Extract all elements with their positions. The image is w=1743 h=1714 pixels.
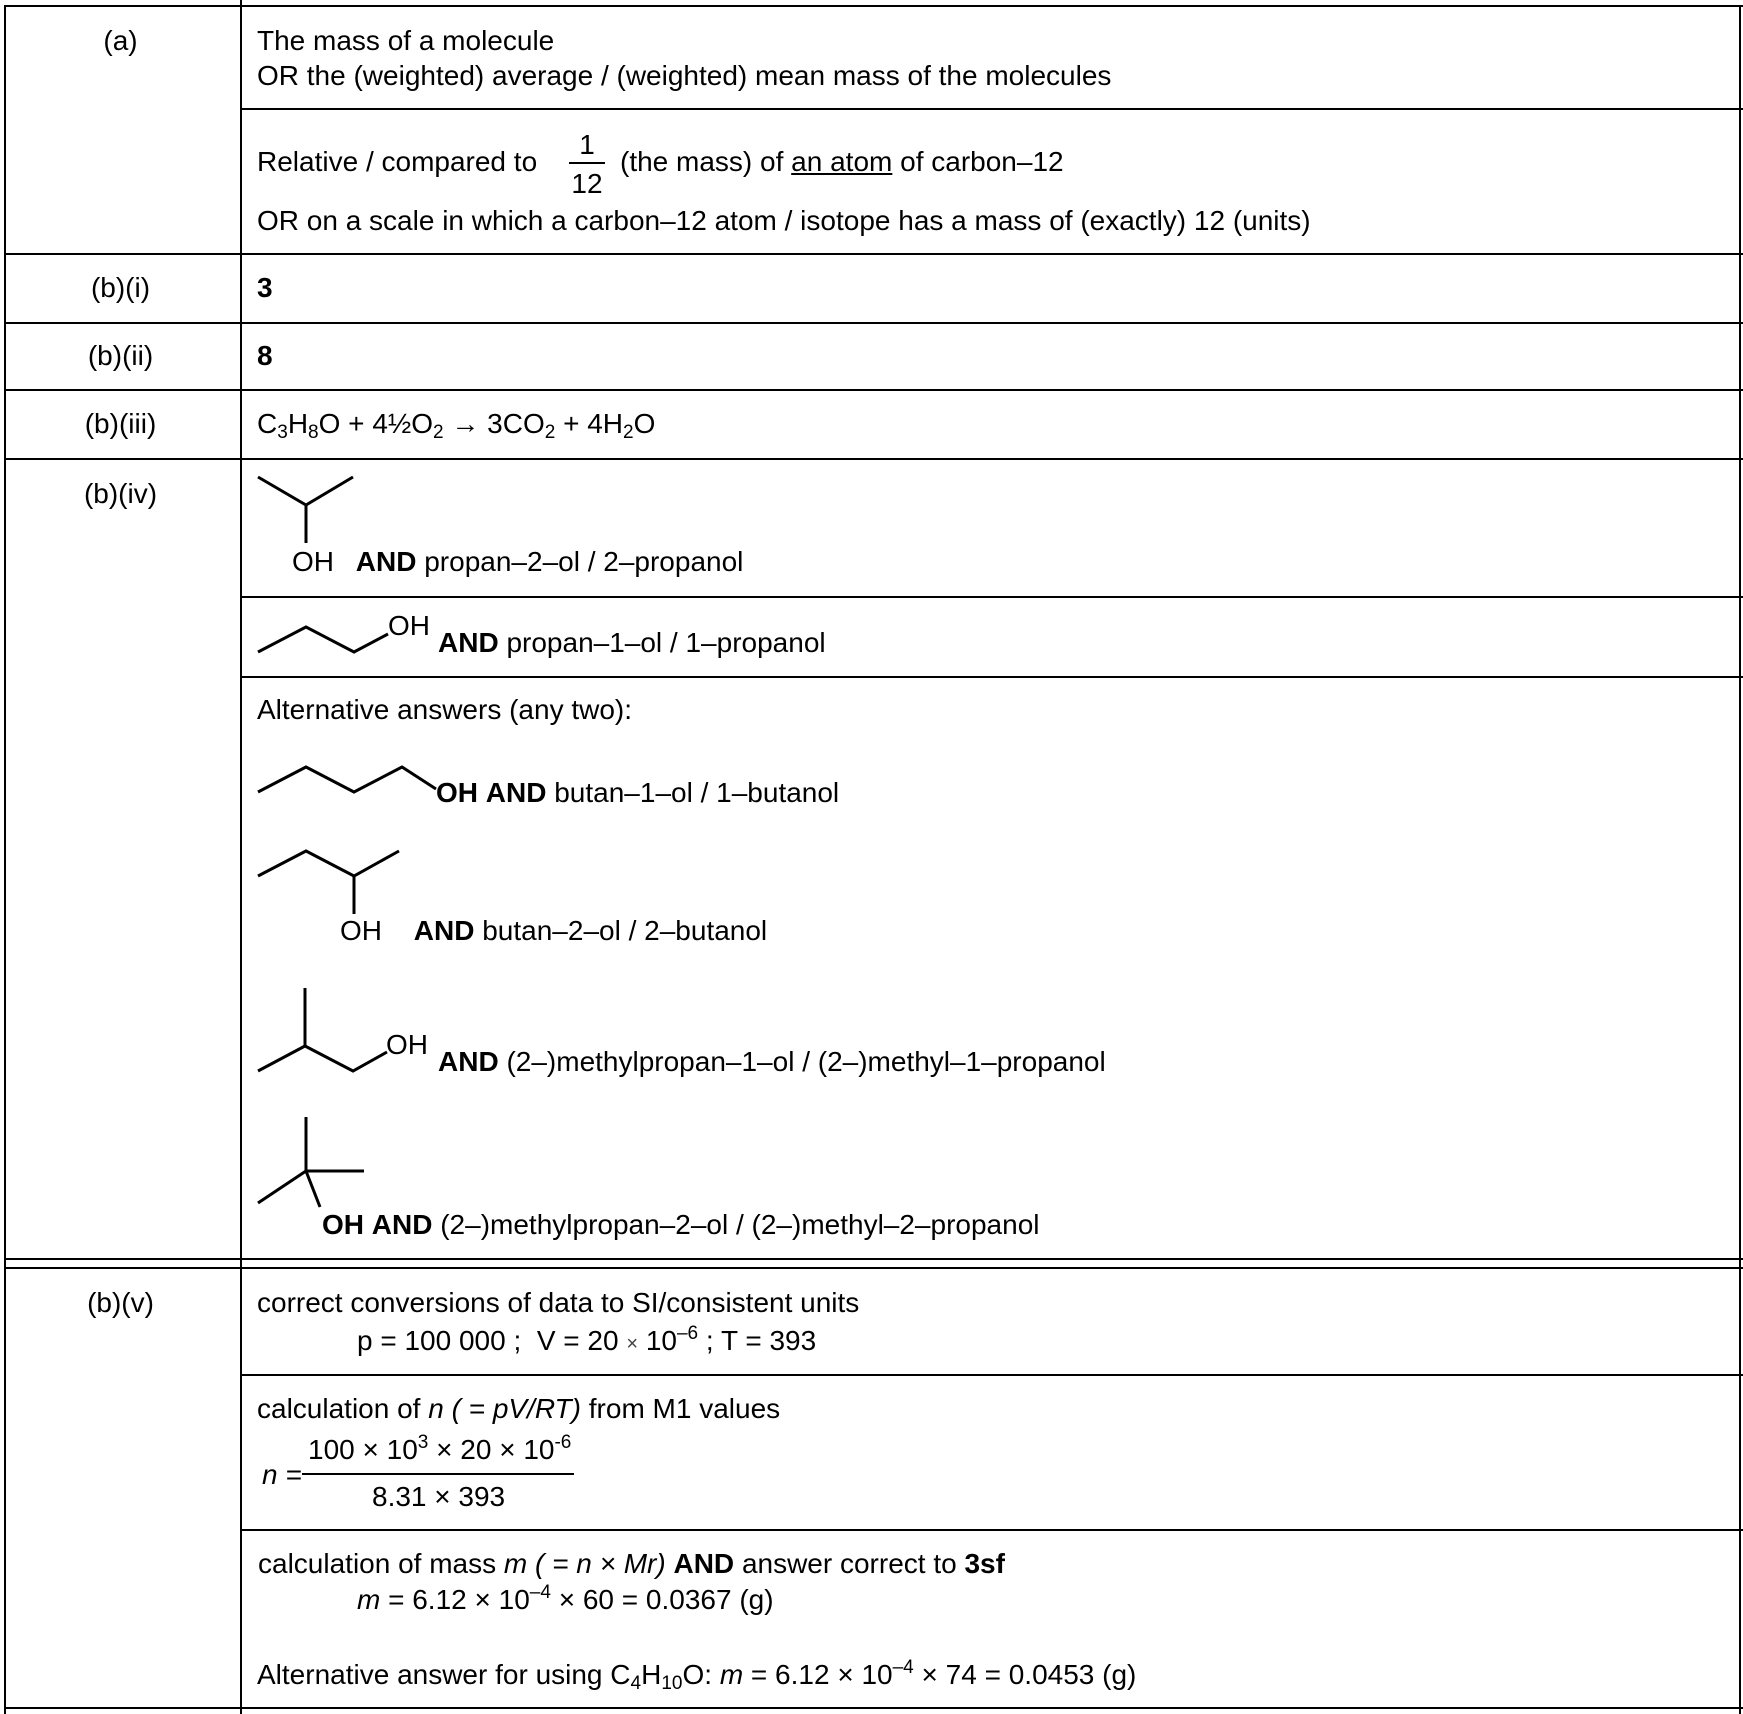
alt-exp: –4 bbox=[892, 1657, 914, 1678]
row-label-bii: (b)(ii) bbox=[87, 340, 154, 371]
rule-bv-split2 bbox=[240, 1529, 1743, 1531]
m3-sf: 3sf bbox=[964, 1548, 1005, 1579]
biv-alt4 bbox=[322, 1209, 1040, 1241]
oh-label: OH bbox=[292, 546, 334, 577]
a-m1-line1: The mass of a molecule bbox=[257, 25, 555, 56]
m2-num-a: 100 × 10 bbox=[308, 1434, 418, 1465]
m3-calc-m: m bbox=[357, 1584, 381, 1615]
methylpropan-1-ol-structure bbox=[256, 986, 396, 1086]
a-m2-pre: Relative / compared to bbox=[257, 146, 538, 177]
rule-biii-end bbox=[4, 458, 1743, 460]
alt-h-sub: 10 bbox=[661, 1673, 683, 1694]
rule-biv-end bbox=[4, 1258, 1743, 1260]
m3-calc-b: × 60 = 0.0367 (g) bbox=[550, 1584, 774, 1615]
a-m2-mid: (the mass) of bbox=[620, 146, 784, 177]
biv-ans1 bbox=[292, 546, 743, 578]
alt2-name: butan–2–ol / 2–butanol bbox=[482, 915, 768, 946]
and-label: AND bbox=[438, 627, 499, 658]
m2-lhs: n = bbox=[262, 1459, 302, 1490]
eq-c: C bbox=[257, 408, 278, 439]
bv-m2-line1 bbox=[257, 1393, 780, 1425]
alt-c-sub: 4 bbox=[630, 1673, 642, 1694]
biv-alt3-oh: OH bbox=[386, 1029, 428, 1060]
biv-alt-heading: Alternative answers (any two): bbox=[257, 694, 633, 725]
bv-alt bbox=[257, 1657, 1137, 1694]
row-label-a: (a) bbox=[103, 25, 138, 56]
row-label-biv: (b)(iv) bbox=[83, 478, 158, 509]
m2-num-exp1: 3 bbox=[417, 1432, 429, 1453]
m2-formula: ( = pV/RT) bbox=[451, 1393, 581, 1424]
propan-2-ol-structure bbox=[256, 475, 356, 555]
m2-numerator bbox=[308, 1434, 571, 1466]
biv-alt2 bbox=[340, 915, 767, 947]
m2-den: 8.31 × 393 bbox=[372, 1481, 506, 1512]
alt-m: m bbox=[719, 1659, 744, 1690]
rule-top bbox=[4, 5, 1743, 7]
biii-equation bbox=[257, 408, 656, 443]
m3-and: AND bbox=[673, 1548, 735, 1579]
a-m2-line2: OR on a scale in which a carbon–12 atom / isotope has a mass of (exactly) 12 (units) bbox=[257, 205, 1311, 236]
oh-label: OH bbox=[322, 1209, 364, 1240]
m2-num-b: × 20 × 10 bbox=[428, 1434, 555, 1465]
bii-answer: 8 bbox=[257, 340, 273, 371]
row-label-bv: (b)(v) bbox=[87, 1287, 154, 1318]
eq-c-sub: 3 bbox=[277, 422, 288, 443]
alt-h: H bbox=[641, 1659, 662, 1690]
biv-alt1 bbox=[436, 777, 839, 809]
and-label: AND bbox=[371, 1209, 433, 1240]
rule-biv-split2 bbox=[240, 676, 1743, 678]
rule-bii-end bbox=[4, 389, 1743, 391]
bv-m1-line1: correct conversions of data to SI/consistent units bbox=[257, 1287, 860, 1318]
alt-a: = 6.12 × 10 bbox=[743, 1659, 893, 1690]
butan-2-ol-structure bbox=[256, 846, 406, 926]
bv-m3-calc bbox=[357, 1584, 774, 1616]
oh-label: OH bbox=[340, 915, 382, 946]
eq-h2o-sub: 2 bbox=[623, 422, 634, 443]
m1-times: × bbox=[626, 1333, 639, 1355]
and-label: AND bbox=[355, 546, 417, 577]
m1-t: ; T = 393 bbox=[705, 1325, 817, 1356]
m3-formula: ( = n × Mr) bbox=[535, 1548, 666, 1579]
m1-exp: –6 bbox=[676, 1323, 699, 1344]
row-label-bi: (b)(i) bbox=[90, 272, 151, 303]
rule-divider bbox=[240, 0, 242, 1714]
eq-plus: + 4H bbox=[555, 408, 624, 439]
eq-o2-sub: 2 bbox=[433, 422, 444, 443]
a-m2-underlined: an atom bbox=[791, 146, 893, 177]
rule-right bbox=[1739, 5, 1741, 1714]
ans1-name: propan–2–ol / 2–propanol bbox=[424, 546, 744, 577]
m1-ten: 10 bbox=[645, 1325, 677, 1356]
a-m2-frac-den: 12 bbox=[571, 168, 603, 199]
eq-h-sub: 8 bbox=[308, 422, 319, 443]
rule-left bbox=[4, 5, 6, 1714]
eq-arrow: → 3CO bbox=[443, 408, 545, 439]
bi-answer: 3 bbox=[257, 272, 273, 303]
a-m2-frac-bar bbox=[569, 162, 605, 164]
m1-v: V = 20 bbox=[536, 1325, 619, 1356]
row-label-biii: (b)(iii) bbox=[84, 408, 157, 439]
rule-a-end bbox=[4, 253, 1743, 255]
m1-p: p = 100 000 ; bbox=[357, 1325, 522, 1356]
bv-m3-line1 bbox=[258, 1548, 1005, 1580]
m3-mid: answer correct to bbox=[741, 1548, 957, 1579]
m3-m: m bbox=[503, 1548, 528, 1579]
bv-m1-line2 bbox=[357, 1325, 816, 1360]
m3-calc-exp: –4 bbox=[529, 1582, 551, 1603]
a-m2-line1 bbox=[257, 146, 537, 178]
alt4-name: (2–)methylpropan–2–ol / (2–)methyl–2–propanol bbox=[440, 1209, 1040, 1240]
a-m1-line2: OR the (weighted) average / (weighted) mean mass of the molecules bbox=[257, 60, 1112, 91]
a-m2-line1-rest bbox=[620, 146, 1064, 178]
and-label: AND bbox=[438, 1046, 499, 1077]
and-label: AND bbox=[413, 915, 475, 946]
m3-pre: calculation of mass bbox=[258, 1548, 497, 1579]
a-m2-post: of carbon–12 bbox=[900, 146, 1064, 177]
alt1-name: butan–1–ol / 1–butanol bbox=[554, 777, 840, 808]
m2-pre: calculation of bbox=[257, 1393, 421, 1424]
rule-bv-split1 bbox=[240, 1374, 1743, 1376]
alt-b: × 74 = 0.0453 (g) bbox=[913, 1659, 1137, 1690]
biv-ans2 bbox=[438, 627, 826, 659]
m2-n: n bbox=[428, 1393, 444, 1424]
biv-ans2-oh: OH bbox=[388, 610, 430, 641]
eq-h: H bbox=[287, 408, 309, 439]
alt-o: O: bbox=[682, 1659, 713, 1690]
eq-end: O bbox=[633, 408, 656, 439]
eq-co2-sub: 2 bbox=[544, 422, 556, 443]
eq-o-tail: O + 4½O bbox=[318, 408, 434, 439]
rule-a-split bbox=[240, 108, 1743, 110]
m3-calc-a: = 6.12 × 10 bbox=[380, 1584, 530, 1615]
alt3-name: (2–)methylpropan–1–ol / (2–)methyl–1–propanol bbox=[506, 1046, 1106, 1077]
m2-num-exp2: -6 bbox=[554, 1432, 572, 1453]
rule-bv-start bbox=[4, 1267, 1743, 1269]
rule-bi-end bbox=[4, 322, 1743, 324]
biv-alt3 bbox=[438, 1046, 1106, 1078]
rule-biv-split1 bbox=[240, 596, 1743, 598]
and-label: AND bbox=[485, 777, 547, 808]
m2-frac-bar bbox=[302, 1473, 574, 1475]
butan-1-ol-structure bbox=[256, 762, 446, 802]
rule-bottom bbox=[4, 1707, 1743, 1709]
m2-post: from M1 values bbox=[588, 1393, 781, 1424]
a-m2-frac-num: 1 bbox=[579, 129, 595, 160]
ans2-name: propan–1–ol / 1–propanol bbox=[506, 627, 826, 658]
oh-label: OH bbox=[436, 777, 478, 808]
alt-pre: Alternative answer for using C bbox=[257, 1659, 631, 1690]
propan-1-ol-structure bbox=[256, 622, 396, 662]
